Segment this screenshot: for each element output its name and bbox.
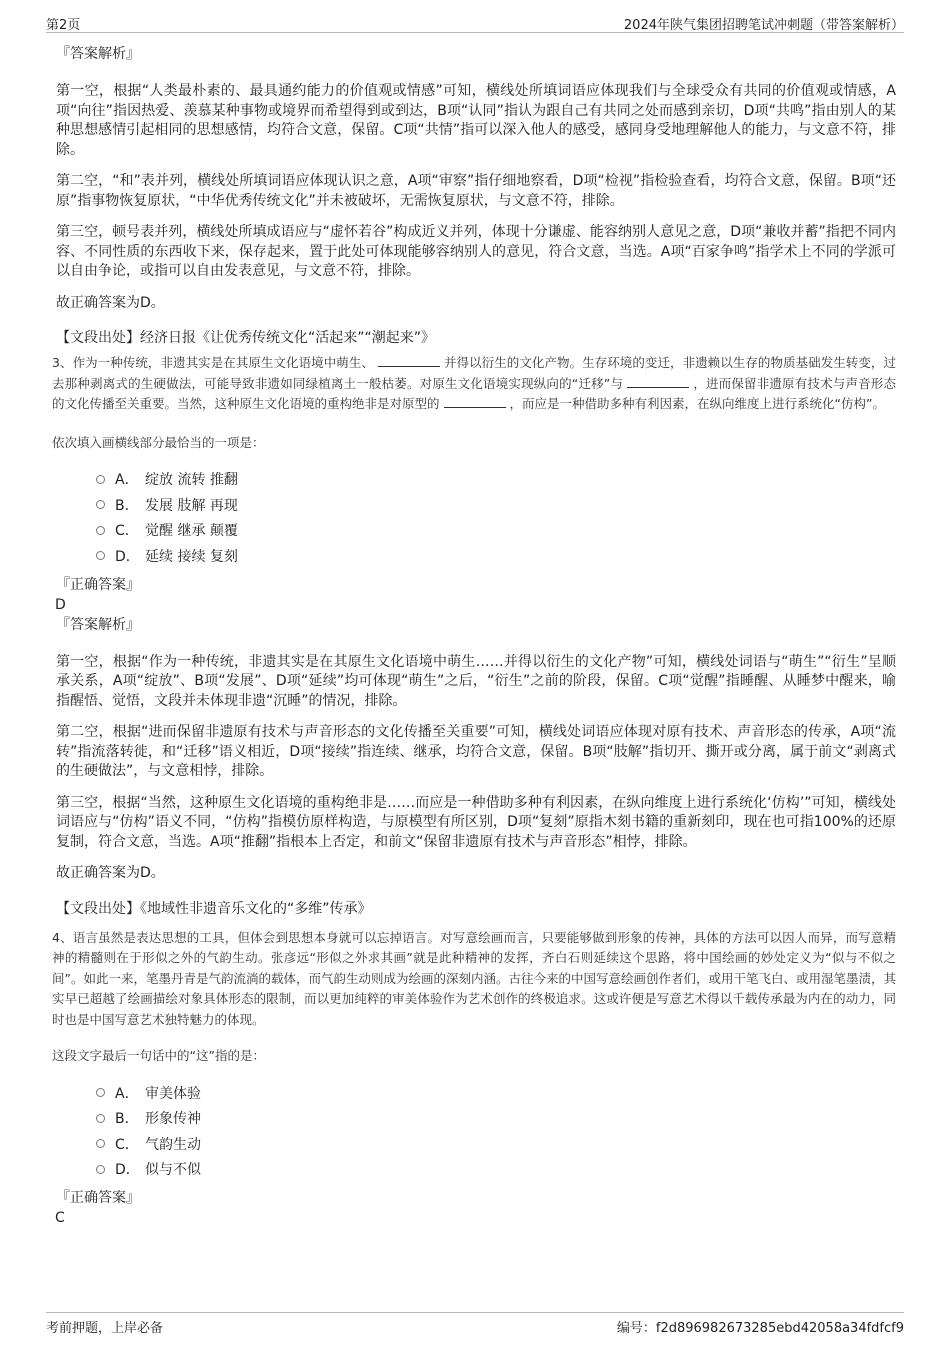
page-number: 第2页 (46, 18, 81, 33)
option-c[interactable]: C． 气韵生动 (56, 1131, 896, 1157)
option-c[interactable]: C． 觉醒 继承 颠覆 (56, 518, 896, 544)
question-prompt: 这段文字最后一句话中的“这”指的是： (52, 1048, 265, 1063)
analysis-label: 『答案解析』 (56, 616, 140, 633)
radio-icon[interactable] (96, 1139, 105, 1148)
footer-slogan: 考前押题，上岸必备 (46, 1321, 164, 1336)
radio-icon[interactable] (96, 526, 105, 535)
option-d[interactable]: D． 延续 接续 复刻 (56, 543, 896, 569)
source-citation: 【文段出处】经济日报《让优秀传统文化“活起来”“潮起来”》 (56, 330, 436, 346)
source-citation: 【文段出处】《地域性非遗音乐文化的“多维”传承》 (56, 900, 372, 917)
analysis-paragraph: 第一空，根据“作为一种传统，非遗其实是在其原生文化语境中萌生……并得以衍生的文化产物”可知，横线处词语与“萌生”“衍生”呈顺承关系，A项“绽放”、B项“发展”、D项“延续”均可体现“萌生”之后，“衍生”之前的阶段，保留。C项“觉醒”指睡醒、从睡梦中醒来，喻指醒悟、觉悟，文段并未体现非遗“沉睡”的情况，排除。 (56, 653, 896, 709)
correct-answer-statement: 故正确答案为D。 (56, 865, 165, 881)
correct-answer-label: 『正确答案』 (56, 1190, 140, 1206)
analysis-paragraph: 第二空，根据“进而保留非遗原有技术与声音形态的文化传播至关重要”可知，横线处词语应体现对原有技术、声音形态的传承，A项“流转”指流落转徙，和“迁移”语义相近，D项“接续”指连续、继承，均符合文意，保留。B项“肢解”指切开、撕开或分离，属于前文“剥离式的生硬做法”，与文意相悖，排除。 (56, 724, 896, 779)
radio-icon[interactable] (96, 1165, 105, 1174)
radio-icon[interactable] (96, 1114, 105, 1123)
page-footer (46, 1312, 904, 1336)
radio-icon[interactable] (96, 1088, 105, 1097)
analysis-paragraph: 第三空，根据“当然，这种原生文化语境的重构绝非是……而应是一种借助多种有利因素，在纵向维度上进行系统化‘仿构’”可知，横线处词语应与“仿构”语义不同，“仿构”指模仿原样构造，与原模型有所区别，D项“复刻”原指木刻书籍的重新刻印，现在也可指100%的还原复制，符合文意，当选。A项“推翻”指根本上否定，和前文“保留非遗原有技术与声音形态”相悖，排除。 (56, 794, 896, 850)
content (52, 44, 896, 1228)
document-id: 编号：f2d896982673285ebd42058a34fdfcf9 (616, 1321, 904, 1336)
blank-line (378, 354, 440, 367)
blank-line (444, 395, 506, 408)
option-b[interactable]: B． 形象传神 (56, 1106, 896, 1132)
analysis-paragraph: 第二空，“和”表并列，横线处所填词语应体现认识之意，A项“审察”指仔细地察看，D项“检视”指检验查看，均符合文意，保留。B项“还原”指事物恢复原状，“中华优秀传统文化”并未被破坏，无需恢复原状，与文意不符，排除。 (56, 173, 896, 209)
option-a[interactable]: A． 审美体验 (56, 1080, 896, 1106)
analysis-label: 『答案解析』 (56, 46, 140, 62)
options-list (56, 467, 896, 569)
document-title: 2024年陕气集团招聘笔试冲刺题（带答案解析） (623, 18, 904, 33)
analysis-paragraph: 第三空，顿号表并列，横线处所填成语应与“虚怀若谷”构成近义并列，体现十分谦虚、能容纳别人意见之意，D项“兼收并蓄”指把不同内容、不同性质的东西收下来，保存起来，置于此处可体现能够容纳别人的意见，符合文意，当选。A项“百家争鸣”指学术上不同的学派可以自由争论，或指可以自由发表意见，与文意不符，排除。 (56, 224, 896, 279)
correct-answer: D (55, 596, 66, 613)
correct-answer-statement: 故正确答案为D。 (56, 294, 165, 311)
option-a[interactable]: A． 绽放 流转 推翻 (56, 467, 896, 493)
radio-icon[interactable] (96, 551, 105, 560)
question-prompt: 依次填入画横线部分最恰当的一项是： (52, 434, 265, 450)
correct-answer-label: 『正确答案』 (56, 576, 140, 593)
radio-icon[interactable] (96, 475, 105, 484)
blank-line (627, 375, 689, 388)
radio-icon[interactable] (96, 500, 105, 509)
page-header (46, 10, 904, 33)
option-b[interactable]: B． 发展 肢解 再现 (56, 492, 896, 518)
analysis-paragraph: 第一空，根据“人类最朴素的、最具通约能力的价值观或情感”可知，横线处所填词语应体现我们与全球受众有共同的价值观或情感，A项“向往”指因热爱、羡慕某种事物或境界而希望得到或到达，B项“认同”指认为跟自己有共同之处而感到亲切，D项“共鸣”指由别人的某种思想感情引起相同的思想感情，均符合文意，保留。C项“共情”指可以深入他人的感受，感同身受地理解他人的能力，与文意不符，排除。 (56, 83, 896, 158)
correct-answer: C (55, 1210, 65, 1226)
question-4-text: 4、语言虽然是表达思想的工具，但体会到思想本身就可以忘掉语言。对写意绘画而言，只要能够做到形象的传神，具体的方法可以因人而异，而写意精神的精髓则在于形似之外的气韵生动。张彦远“形似之外求其画”就是此种精神的发挥，齐白石则延续这个思路，将中国绘画的妙处定义为“似与不似之间”。如此一来，笔墨丹青是气韵流淌的载体，而气韵生动则成为绘画的深刻内涵。古往今来的中国写意绘画创作者们，或用干笔飞白、或用湿笔墨渍，其实早已超越了绘画描绘对象具体形态的限制，而以更加纯粹的审美体验作为艺术创作的终极追求。这或许便是写意艺术得以千载传承最为内在的动力，同时也是中国写意艺术独特魅力的体现。 (52, 929, 896, 1027)
option-d[interactable]: D． 似与不似 (56, 1157, 896, 1183)
options-list (56, 1080, 896, 1182)
question-3-text: 3、作为一种传统，非遗其实是在其原生文化语境中萌生、 并得以衍生的文化产物。生存环境的变迁，非遗赖以生存的物质基础发生转变，过去那种剥离式的生硬做法，可能导致非遗如同绿植离土一般枯萎。对原生文化语境实现纵向的“迁移”与 ，进而保留非遗原有技术与声音形态的文化传播至关重要。当然，这种原生文化语境的重构绝非是对原型的 ，而应是一种借助多种有利因素，在纵向维度上进行系统化“仿构”。 (52, 355, 896, 411)
